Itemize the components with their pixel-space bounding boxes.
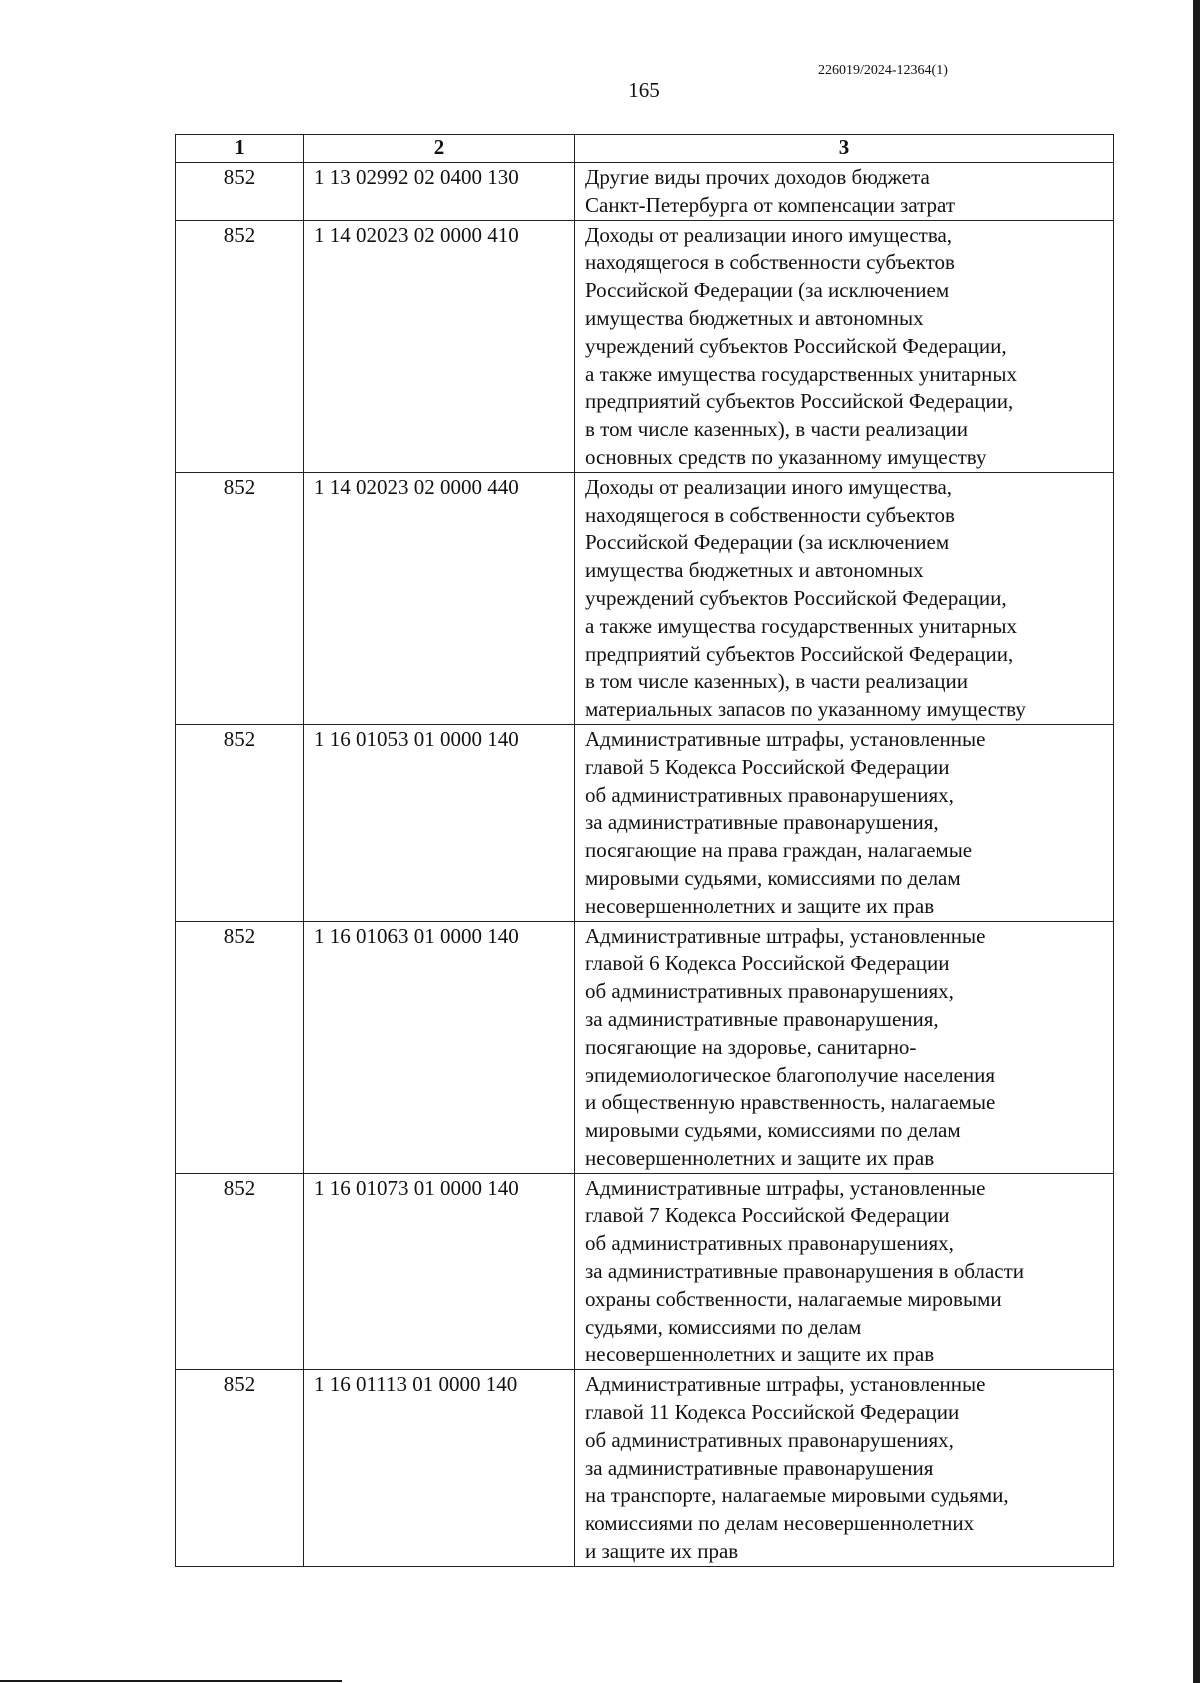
revenue-name-cell	[575, 472, 1114, 724]
revenue-name-line: а также имущества государственных унитарных	[585, 361, 1017, 386]
revenue-name-line: Доходы от реализации иного имущества,	[585, 222, 953, 247]
revenue-name-cell	[575, 1173, 1114, 1370]
revenue-code-cell: 1 16 01073 01 0000 140	[304, 1173, 575, 1370]
revenue-name-line: Другие виды прочих доходов бюджета	[585, 165, 930, 189]
revenue-name-line: судьями, комиссиями по делам	[585, 1314, 862, 1339]
revenue-name-line: Санкт-Петербурга от компенсации затрат	[585, 192, 956, 217]
revenue-name-line: Административные штрафы, установленные	[585, 923, 986, 948]
admin-code-cell: 852	[176, 921, 304, 1173]
scan-edge-border	[1193, 0, 1200, 1683]
revenue-name-cell	[575, 1370, 1114, 1567]
table-header-row	[176, 135, 1114, 163]
revenue-name-cell	[575, 921, 1114, 1173]
revenue-name-line: Административные штрафы, установленные	[585, 1175, 986, 1200]
column-header-revenue-name: 3	[575, 135, 1114, 163]
table-row	[176, 1173, 1114, 1370]
revenue-name-line: несовершеннолетних и защите их прав	[585, 1342, 935, 1367]
revenue-name-line: учреждений субъектов Российской Федерации,	[585, 585, 1007, 610]
revenue-name-line: главой 5 Кодекса Российской Федерации	[585, 754, 950, 779]
revenue-name-line: главой 11 Кодекса Российской Федерации	[585, 1400, 960, 1425]
admin-code-cell: 852	[176, 1173, 304, 1370]
revenue-name-line: имущества бюджетных и автономных	[585, 558, 924, 583]
revenue-name-line: главой 6 Кодекса Российской Федерации	[585, 951, 950, 976]
revenue-name-line: в том числе казенных), в части реализации	[585, 669, 968, 694]
revenue-name-line: учреждений субъектов Российской Федерации,	[585, 333, 1007, 358]
table-row	[176, 724, 1114, 921]
revenue-name-line: несовершеннолетних и защите их прав	[585, 1145, 935, 1170]
revenue-name-line: за административные правонарушения,	[585, 810, 939, 835]
revenue-name-line: об административных правонарушениях,	[585, 782, 954, 807]
revenue-name-line: материальных запасов по указанному имуществу	[585, 697, 1026, 722]
revenue-name-line: на транспорте, налагаемые мировыми судьями,	[585, 1483, 1009, 1508]
admin-code-cell: 852	[176, 724, 304, 921]
revenue-name-line: об административных правонарушениях,	[585, 1427, 954, 1452]
revenue-name-line: Российской Федерации (за исключением	[585, 278, 950, 303]
revenue-name-line: находящегося в собственности субъектов	[585, 250, 955, 275]
revenue-name-line: и защите их прав	[585, 1539, 739, 1564]
revenue-name-line: предприятий субъектов Российской Федерации,	[585, 389, 1014, 414]
revenue-name-line: за административные правонарушения	[585, 1455, 934, 1480]
revenue-code-cell: 1 14 02023 02 0000 410	[304, 220, 575, 472]
revenue-name-line: посягающие на права граждан, налагаемые	[585, 838, 973, 863]
column-header-revenue-code: 2	[304, 135, 575, 163]
revenue-code-cell: 1 13 02992 02 0400 130	[304, 163, 575, 221]
admin-code-cell: 852	[176, 472, 304, 724]
admin-code-cell: 852	[176, 220, 304, 472]
document-number: 226019/2024-12364(1)	[818, 63, 948, 78]
admin-code-cell: 852	[176, 163, 304, 221]
revenue-code-cell: 1 14 02023 02 0000 440	[304, 472, 575, 724]
revenue-name-line: основных средств по указанному имуществу	[585, 444, 987, 469]
revenue-name-line: мировыми судьями, комиссиями по делам	[585, 865, 961, 890]
revenue-classification-table	[175, 134, 1114, 1567]
revenue-name-line: эпидемиологическое благополучие населения	[585, 1062, 996, 1087]
revenue-name-line: в том числе казенных), в части реализации	[585, 417, 968, 442]
revenue-name-line: и общественную нравственность, налагаемые	[585, 1090, 996, 1115]
revenue-code-cell: 1 16 01113 01 0000 140	[304, 1370, 575, 1567]
revenue-name-line: об административных правонарушениях,	[585, 979, 954, 1004]
column-header-admin-code: 1	[176, 135, 304, 163]
revenue-code-cell: 1 16 01053 01 0000 140	[304, 724, 575, 921]
revenue-name-cell	[575, 163, 1114, 221]
table-row	[176, 163, 1114, 221]
revenue-name-line: Административные штрафы, установленные	[585, 1372, 986, 1397]
revenue-name-line: Административные штрафы, установленные	[585, 726, 986, 751]
revenue-name-line: комиссиями по делам несовершеннолетних	[585, 1511, 975, 1536]
revenue-name-line: несовершеннолетних и защите их прав	[585, 893, 935, 918]
table-row	[176, 921, 1114, 1173]
revenue-name-line: находящегося в собственности субъектов	[585, 502, 955, 527]
revenue-name-line: об административных правонарушениях,	[585, 1231, 954, 1256]
revenue-name-line: имущества бюджетных и автономных	[585, 305, 924, 330]
table-row	[176, 1370, 1114, 1567]
revenue-name-line: охраны собственности, налагаемые мировыми	[585, 1286, 1002, 1311]
admin-code-cell: 852	[176, 1370, 304, 1567]
table-row	[176, 220, 1114, 472]
page-number: 165	[628, 78, 660, 102]
table-body	[176, 163, 1114, 1567]
revenue-name-line: главой 7 Кодекса Российской Федерации	[585, 1203, 950, 1228]
revenue-name-line: мировыми судьями, комиссиями по делам	[585, 1118, 961, 1143]
revenue-name-line: за административные правонарушения,	[585, 1006, 939, 1031]
revenue-name-line: а также имущества государственных унитарных	[585, 613, 1017, 638]
revenue-code-cell: 1 16 01063 01 0000 140	[304, 921, 575, 1173]
revenue-name-line: посягающие на здоровье, санитарно-	[585, 1034, 917, 1059]
revenue-name-line: Российской Федерации (за исключением	[585, 530, 950, 555]
revenue-name-line: за административные правонарушения в области	[585, 1259, 1025, 1284]
table-row	[176, 472, 1114, 724]
revenue-name-line: Доходы от реализации иного имущества,	[585, 474, 953, 499]
revenue-name-cell	[575, 724, 1114, 921]
footnote-rule	[0, 1680, 342, 1682]
revenue-name-line: предприятий субъектов Российской Федерации,	[585, 641, 1014, 666]
revenue-name-cell	[575, 220, 1114, 472]
